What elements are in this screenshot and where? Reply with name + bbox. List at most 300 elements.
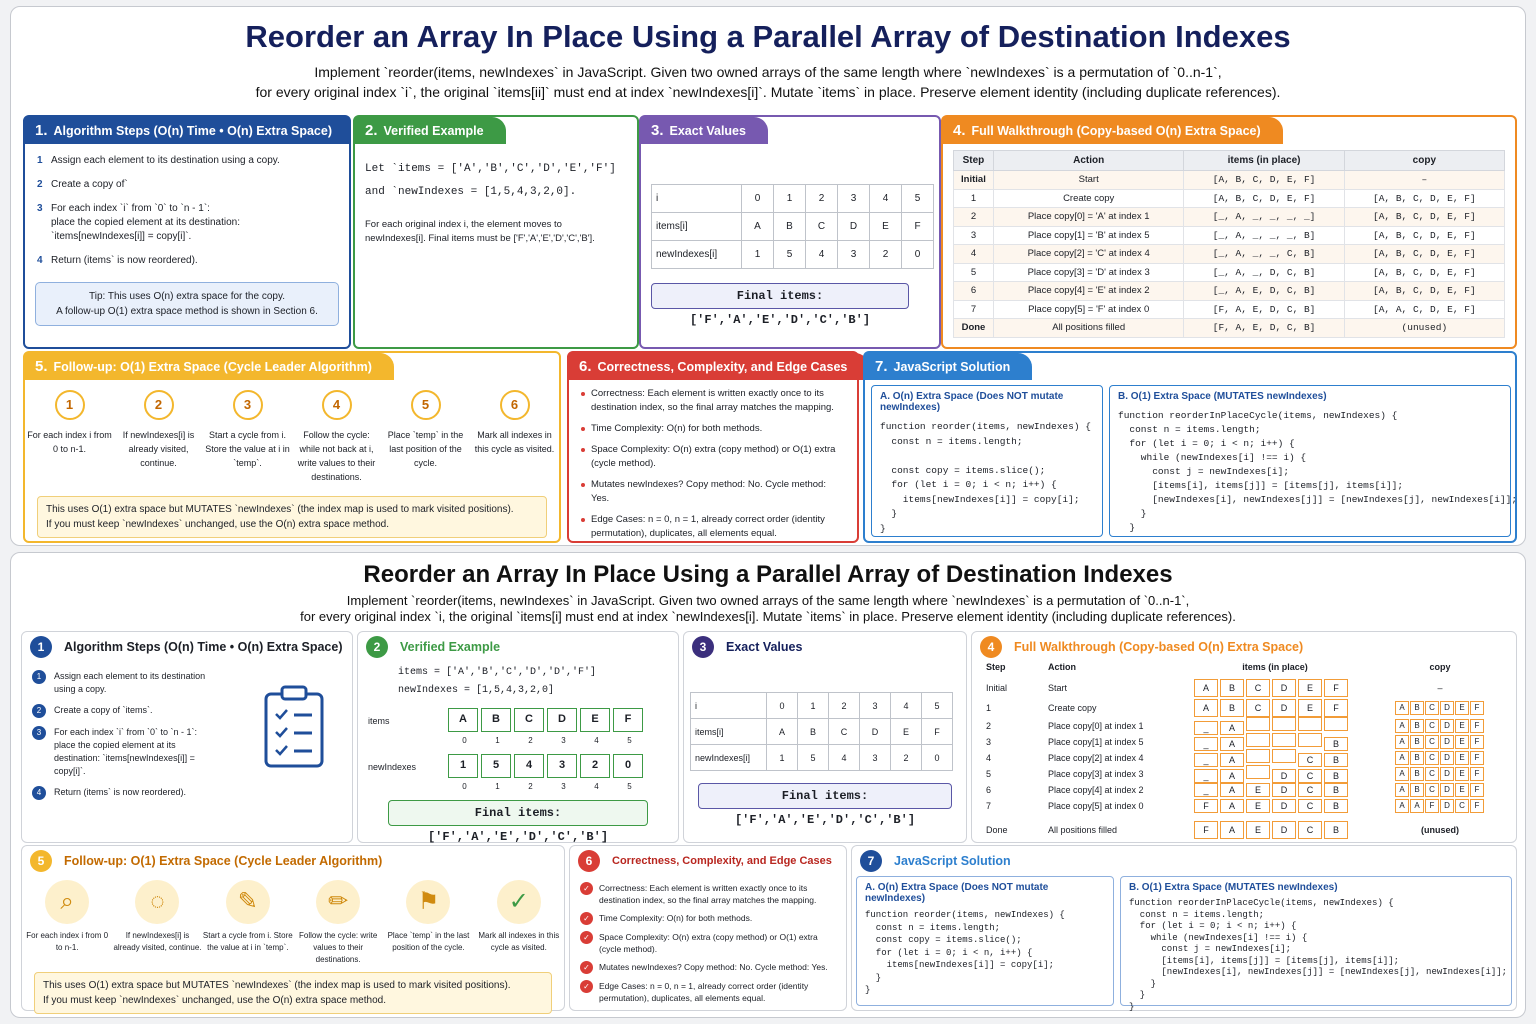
array-cell: _ — [1194, 753, 1218, 767]
panel-number: 6. — [579, 358, 592, 375]
step-item — [32, 704, 210, 718]
array-cell: F — [613, 708, 643, 732]
items-cells — [1194, 821, 1380, 839]
index-number: 1 — [495, 736, 500, 745]
array-cell: B — [1220, 699, 1244, 717]
javascript-solution-panel — [863, 351, 1517, 543]
panel-header — [355, 117, 506, 144]
panel-header — [22, 846, 564, 876]
array-cell: E — [1246, 821, 1270, 839]
description-line: For each original index i, the element moves to — [365, 219, 562, 230]
array-cell: F — [1470, 751, 1484, 765]
walkthrough-row — [986, 798, 1510, 814]
action-cell: Create copy — [1048, 703, 1097, 713]
intro-line-2: for every original index `i, the original `items[i] must end at index `newIndexes[i]. Mutate `items` in place. Preserve element identity (including duplicate references). — [300, 609, 1236, 624]
table-cell: [A, B, C, D, E, F] — [1184, 171, 1344, 190]
step-number: 2 — [32, 704, 46, 718]
cycle-steps — [25, 390, 559, 484]
row-label: newIndexes[i] — [691, 745, 767, 771]
walkthrough-grid — [972, 662, 1516, 840]
array-cell: F — [1470, 799, 1484, 813]
array-cell: 2 — [580, 754, 610, 778]
array-cell: 0 — [613, 754, 643, 778]
array-cell: E — [1246, 799, 1270, 813]
panel-number: 2. — [365, 122, 378, 139]
column-header: copy — [1429, 662, 1451, 672]
walkthrough-row — [986, 766, 1510, 782]
step-item — [37, 154, 337, 168]
table-row — [954, 245, 1505, 264]
solution-b-title: B. O(1) Extra Space (MUTATES newIndexes) — [1129, 882, 1338, 893]
step-list — [22, 670, 222, 800]
table-cell: 1 — [742, 241, 774, 269]
table-row — [954, 171, 1505, 190]
correctness-panel — [569, 845, 847, 1011]
array-cell: C — [1298, 753, 1322, 767]
table-cell: 5 — [922, 693, 953, 719]
array-cell: A — [1194, 699, 1218, 717]
tip-box — [35, 282, 339, 326]
array-cell: F — [1470, 701, 1484, 715]
table-cell: 0 — [767, 693, 798, 719]
table-cell: F — [922, 719, 953, 745]
index-row — [448, 781, 646, 792]
array-cell: E — [1455, 751, 1469, 765]
newindexes-cells — [448, 754, 646, 778]
panel-number: 4 — [980, 636, 1002, 658]
cycle-step — [22, 880, 112, 966]
array-cell — [1272, 717, 1296, 731]
table-row — [954, 189, 1505, 208]
row-label: items[i] — [691, 719, 767, 745]
copy-cells — [1380, 767, 1500, 781]
array-cell — [1298, 717, 1322, 731]
array-cell: A — [1395, 783, 1409, 797]
bullet-item — [580, 931, 838, 955]
correctness-list — [569, 387, 857, 541]
action-cell: Place copy[2] at index 4 — [1048, 753, 1144, 763]
array-cell: B — [1410, 767, 1424, 781]
table-cell: B — [798, 719, 829, 745]
array-cell: 5 — [481, 754, 511, 778]
step-cell: 4 — [986, 753, 992, 763]
table-cell: A — [767, 719, 798, 745]
panel-header — [358, 632, 678, 662]
solution-a-code: function reorder(items, newIndexes) { const n = items.length; const copy = items.slice(); for (let i = 0; i < n; i++) { items[newIndexes[i]] = copy[i]; } } — [880, 421, 1091, 534]
step-item — [32, 786, 210, 800]
step-cell: 7 — [986, 801, 992, 811]
table-cell: [_, A, E, D, C, B] — [1184, 282, 1344, 301]
cycle-step — [25, 390, 114, 484]
action-cell: All positions filled — [1048, 825, 1118, 835]
array-cell: B — [1324, 799, 1348, 813]
final-items-box: Final items: ['F','A','E','D','C','B'] — [388, 800, 648, 826]
array-cell: C — [1298, 799, 1322, 813]
array-cell: C — [1425, 719, 1439, 733]
array-cell: B — [1220, 679, 1244, 697]
copy-cells — [1380, 735, 1500, 749]
values-table — [651, 184, 934, 269]
array-cell: A — [1220, 769, 1244, 783]
column-header: copy — [1344, 151, 1504, 171]
solution-a-title: A. O(n) Extra Space (Does NOT mutate newIndexes) — [865, 882, 1049, 904]
table-cell: D — [838, 213, 870, 241]
solution-a — [871, 385, 1103, 537]
clipboard-icon — [262, 684, 326, 770]
array-cell: E — [1455, 735, 1469, 749]
table-cell: 4 — [954, 245, 994, 264]
action-cell: Place copy[1] at index 5 — [1048, 737, 1144, 747]
table-cell: (unused) — [1344, 319, 1504, 338]
index-number: 4 — [594, 736, 599, 745]
cycle-step — [293, 880, 383, 966]
step-text: Start a cycle from i. Store the value at i in `temp`. — [202, 931, 293, 952]
table-cell: E — [870, 213, 902, 241]
copy-cells — [1380, 683, 1500, 693]
array-cell: E — [1455, 783, 1469, 797]
array-cell — [1246, 733, 1270, 747]
column-header: Action — [1048, 662, 1076, 672]
table-cell: [_, A, _, _, _, B] — [1184, 226, 1344, 245]
bullet-item: Mutates newIndexes? Copy method: No. Cycle method: Yes. — [581, 478, 845, 506]
table-row — [691, 745, 953, 771]
array-cell: F — [1470, 783, 1484, 797]
array-cell — [1272, 749, 1296, 763]
items-cells — [1194, 699, 1380, 717]
step-list — [25, 154, 349, 268]
array-cell: B — [1324, 821, 1348, 839]
verified-example-panel — [353, 115, 639, 349]
intro-line-1: Implement `reorder(items, newIndexes` in JavaScript. Given two owned arrays of the same length where `newIndexes` is a permutation of `0..n-1`, — [346, 593, 1190, 608]
array-cell: C — [1425, 767, 1439, 781]
array-cell: A — [1395, 751, 1409, 765]
solution-a-code: function reorder(items, newIndexes) { const n = items.length; const copy = items.slice(); for (let i = 0; i < n, i++) { items[newIndexes[i]] = copy[i]; } } — [865, 910, 1065, 995]
table-cell: Start — [993, 171, 1184, 190]
array-cell: C — [1298, 821, 1322, 839]
table-cell: [F, A, E, D, C, B] — [1184, 319, 1344, 338]
bullet-text: Time Complexity: O(n) for both methods. — [599, 913, 753, 923]
table-cell: 4 — [870, 185, 902, 213]
array-cell: C — [1246, 679, 1270, 697]
note-line: This uses O(1) extra space but MUTATES `newIndexes` (the index map is used to mark visited positions). — [43, 980, 511, 991]
note-line: This uses O(1) extra space but MUTATES `newIndexes` (the index map is used to mark visited positions). — [46, 504, 514, 515]
array-cell: E — [1298, 699, 1322, 717]
step-circle: 1 — [55, 390, 85, 420]
array-cell: D — [1272, 783, 1296, 797]
indexes-declaration: newIndexes = [1,5,4,3,2,0] — [398, 685, 555, 696]
walkthrough-row — [986, 782, 1510, 798]
cycle-step — [203, 880, 293, 966]
array-cell: A — [1410, 799, 1424, 813]
table-cell: Initial — [954, 171, 994, 190]
table-cell: [A, B, C, D, E, F] — [1344, 245, 1504, 264]
checkmark-icon: ✓ — [580, 931, 593, 944]
cycle-step — [470, 390, 559, 484]
table-cell: 3 — [838, 241, 870, 269]
step-text: Place `temp` in the last position of the cycle. — [387, 931, 470, 952]
table-cell: [A, B, C, D, E, F] — [1344, 282, 1504, 301]
flag-icon: ⚑ — [406, 880, 450, 924]
table-cell: 5 — [798, 745, 829, 771]
panel-title: Verified Example — [400, 640, 501, 654]
array-cell: C — [1425, 783, 1439, 797]
index-number: 3 — [561, 736, 566, 745]
step-text: Create a copy of `items`. — [54, 705, 153, 715]
bullet-item — [580, 882, 838, 906]
bullet-item: Correctness: Each element is written exactly once to its destination index, so the final array matches the mapping. — [581, 387, 845, 415]
column-header: items (in place) — [1184, 151, 1344, 171]
indexes-declaration: and `newIndexes = [1,5,4,3,2,0]. — [365, 186, 577, 198]
step-cell: 3 — [986, 737, 992, 747]
table-header-row — [954, 151, 1505, 171]
page-title: Reorder an Array In Place Using a Parallel Array of Destination Indexes — [363, 561, 1173, 588]
items-declaration: items = ['A','B','C','D','D','F'] — [398, 667, 597, 678]
table-row — [954, 300, 1505, 319]
row-label: i — [691, 693, 767, 719]
top-board — [10, 6, 1526, 546]
walkthrough-row — [986, 820, 1510, 840]
panel-header — [972, 632, 1516, 662]
panel-header — [865, 353, 1032, 380]
step-cell: 2 — [986, 721, 992, 731]
verified-example-panel — [357, 631, 679, 843]
walkthrough-row — [986, 718, 1510, 734]
array-cell — [1324, 717, 1348, 731]
index-number: 2 — [528, 736, 533, 745]
copy-cells — [1380, 783, 1500, 797]
panel-title: Correctness, Complexity, and Edge Cases — [597, 360, 848, 374]
correctness-list — [570, 882, 846, 1004]
bullet-text: Space Complexity: O(n) extra (copy method) or O(1) extra (cycle method). — [599, 932, 818, 954]
panel-number: 3 — [692, 636, 714, 658]
table-cell: F — [902, 213, 934, 241]
array-cell: F — [1194, 821, 1218, 839]
copy-cells — [1380, 825, 1500, 835]
table-cell: 4 — [891, 693, 922, 719]
array-cell: B — [481, 708, 511, 732]
index-number: 0 — [462, 736, 467, 745]
array-cell: _ — [1194, 737, 1218, 751]
bullet-text: Mutates newIndexes? Copy method: No. Cycle method: Yes. — [599, 962, 828, 972]
array-cell: 4 — [514, 754, 544, 778]
items-label: items — [368, 716, 390, 726]
table-row — [954, 263, 1505, 282]
step-circle: 4 — [322, 390, 352, 420]
solution-b-title: B. O(1) Extra Space (MUTATES newIndexes) — [1118, 391, 1327, 402]
panel-number: 5. — [35, 358, 48, 375]
table-cell: B — [774, 213, 806, 241]
cycle-step — [292, 390, 381, 484]
array-cell: D — [1272, 769, 1296, 783]
step-circle: 5 — [411, 390, 441, 420]
walkthrough-row — [986, 678, 1510, 698]
panel-title: JavaScript Solution — [893, 360, 1011, 374]
array-cell: A — [1395, 767, 1409, 781]
array-cell: C — [1298, 783, 1322, 797]
table-cell: All positions filled — [993, 319, 1184, 338]
table-cell: [A, A, C, D, E, F] — [1344, 300, 1504, 319]
step-number: 2 — [37, 179, 43, 190]
table-cell: – — [1344, 171, 1504, 190]
exact-values-panel — [639, 115, 941, 349]
array-cell: _ — [1194, 783, 1218, 797]
table-cell: 2 — [891, 745, 922, 771]
array-cell: F — [1470, 735, 1484, 749]
step-text: For each index `i` from `0` to `n - 1`: place the copied element at its destination: `items[newIndexes[i]] = copy[i]`. — [54, 727, 198, 776]
panel-header — [569, 353, 869, 380]
tip-line: Tip: This uses O(n) extra space for the copy. — [88, 291, 285, 302]
values-table — [690, 692, 953, 771]
panel-header — [570, 846, 846, 876]
step-text: If newIndexes[i] is already visited, continue. — [113, 931, 202, 952]
table-cell: 1 — [767, 745, 798, 771]
table-cell: Place copy[4] = 'E' at index 2 — [993, 282, 1184, 301]
bullet-item: Space Complexity: O(n) extra (copy method) or O(1) extra (cycle method). — [581, 443, 845, 471]
array-cell: 1 — [448, 754, 478, 778]
cycle-note — [34, 972, 552, 1014]
panel-header — [943, 117, 1283, 144]
step-cell: 1 — [986, 703, 992, 713]
panel-title: Follow-up: O(1) Extra Space (Cycle Leader Algorithm) — [53, 360, 372, 374]
panel-title: JavaScript Solution — [894, 854, 1011, 868]
panel-number: 6 — [578, 850, 600, 872]
exact-values-panel — [683, 631, 967, 843]
step-number: 4 — [37, 255, 43, 266]
solution-b-code: function reorderInPlaceCycle(items, newIndexes) { const n = items.length; for (let i = 0; i < n; i++) { while (newIndexes[i] !== i) { const j = newIndexes[i]; [items[i], items[j]] = [items[j], items[i]]; [newIndexes[i], newIndexes[j]] = [newIndexes[j], newIndexes[i]]; } } } — [1129, 898, 1508, 1012]
step-text: Mark all indexes in this cycle as visited. — [474, 430, 555, 454]
index-number: 2 — [528, 782, 533, 791]
note-line: If you must keep `newIndexes` unchanged, use the O(n) extra space method. — [43, 995, 386, 1006]
table-row — [954, 282, 1505, 301]
refresh-icon: ◌ — [135, 880, 179, 924]
table-row — [652, 241, 934, 269]
checkmark-icon: ✓ — [580, 980, 593, 993]
items-cells — [1194, 679, 1380, 697]
array-cell — [1246, 717, 1270, 731]
array-cell: E — [1455, 701, 1469, 715]
panel-header — [641, 117, 768, 144]
step-number: 1 — [37, 155, 43, 166]
intro-text — [11, 62, 1525, 102]
array-cell: A — [1395, 719, 1409, 733]
table-cell: 5 — [774, 241, 806, 269]
step-text: For each index i from 0 to n-1. — [27, 430, 112, 454]
step-cell: 6 — [986, 785, 992, 795]
array-cell — [1272, 733, 1296, 747]
table-cell: Place copy[3] = 'D' at index 3 — [993, 263, 1184, 282]
array-cell: D — [1440, 751, 1454, 765]
table-cell: 0 — [742, 185, 774, 213]
items-declaration: Let `items = ['A','B','C','D','E','F'] — [365, 163, 616, 175]
table-cell: [F, A, E, D, C, B] — [1184, 300, 1344, 319]
step-text: If newIndexes[i] is already visited, continue. — [122, 430, 195, 468]
step-item — [37, 254, 337, 268]
panel-title: Verified Example — [383, 124, 484, 138]
table-cell: [A, B, C, D, E, F] — [1344, 226, 1504, 245]
table-cell: [A, B, C, D, E, F] — [1344, 263, 1504, 282]
table-cell: [_, A, _, _, C, B] — [1184, 245, 1344, 264]
step-text: Follow the cycle: write values to their destinations. — [299, 931, 378, 964]
array-cell: A — [1395, 735, 1409, 749]
correctness-panel — [567, 351, 859, 543]
array-cell: B — [1324, 769, 1348, 783]
array-cell: D — [1440, 735, 1454, 749]
table-cell: 1 — [954, 189, 994, 208]
walkthrough-row — [986, 734, 1510, 750]
step-text: For each index `i` from `0` to `n - 1`: place the copied element at its destination: `items[newIndexes[i]] = copy[i]`. — [51, 203, 241, 242]
array-cell: A — [1220, 721, 1244, 735]
solution-a — [856, 876, 1114, 1006]
cycle-step — [112, 880, 202, 966]
panel-number: 5 — [30, 850, 52, 872]
action-cell: Start — [1048, 683, 1068, 693]
array-cell: A — [1220, 799, 1244, 813]
array-cell: C — [1425, 701, 1439, 715]
array-cell: C — [1246, 699, 1270, 717]
array-cell: B — [1410, 751, 1424, 765]
step-text: For each index i from 0 to n-1. — [26, 931, 109, 952]
example-code — [358, 662, 678, 700]
cycle-leader-panel — [21, 845, 565, 1011]
step-text: Return (items` is now reordered). — [51, 255, 198, 266]
array-cell: E — [1246, 783, 1270, 797]
column-header: Step — [954, 151, 994, 171]
array-cell: C — [1455, 799, 1469, 813]
array-cell: A — [1220, 783, 1244, 797]
note-line: If you must keep `newIndexes` unchanged, use the O(n) extra space method. — [46, 519, 389, 530]
table-cell: Place copy[0] = 'A' at index 1 — [993, 208, 1184, 227]
copy-cells — [1380, 701, 1500, 715]
solution-b — [1120, 876, 1512, 1012]
step-number: 1 — [32, 670, 46, 684]
example-description — [355, 204, 637, 246]
table-cell: 5 — [954, 263, 994, 282]
panel-title: Follow-up: O(1) Extra Space (Cycle Leader Algorithm) — [64, 854, 383, 868]
copy-text: – — [1437, 683, 1443, 693]
step-item — [32, 726, 210, 778]
algorithm-steps-panel — [23, 115, 351, 349]
panel-header — [25, 117, 349, 144]
table-cell: [_, A, _, _, _, _] — [1184, 208, 1344, 227]
array-cell: C — [514, 708, 544, 732]
bottom-board — [10, 552, 1526, 1018]
items-cells — [1194, 799, 1380, 813]
checkmark-icon: ✓ — [580, 882, 593, 895]
cycle-step — [474, 880, 564, 966]
table-cell: 4 — [829, 745, 860, 771]
bullet-text: Correctness: Each element is written exactly once to its destination index, so the final array matches the mapping. — [599, 883, 817, 905]
cycle-step — [114, 390, 203, 484]
table-cell: 2 — [870, 241, 902, 269]
index-number: 5 — [627, 782, 632, 791]
step-item — [32, 670, 210, 696]
copy-cells — [1380, 799, 1500, 813]
table-row — [954, 208, 1505, 227]
cycle-leader-panel — [23, 351, 561, 543]
array-cell: E — [1455, 719, 1469, 733]
array-cell: F — [1324, 699, 1348, 717]
array-cell: B — [1410, 783, 1424, 797]
table-row — [691, 693, 953, 719]
row-label: items[i] — [652, 213, 742, 241]
final-items-box: Final items: ['F','A','E','D','C','B'] — [651, 283, 909, 309]
column-header: items (in place) — [1242, 662, 1308, 672]
array-cell: A — [1395, 799, 1409, 813]
walkthrough-row — [986, 750, 1510, 766]
table-cell: Place copy[2] = 'C' at index 4 — [993, 245, 1184, 264]
array-cell: D — [1440, 783, 1454, 797]
table-cell: 2 — [829, 693, 860, 719]
